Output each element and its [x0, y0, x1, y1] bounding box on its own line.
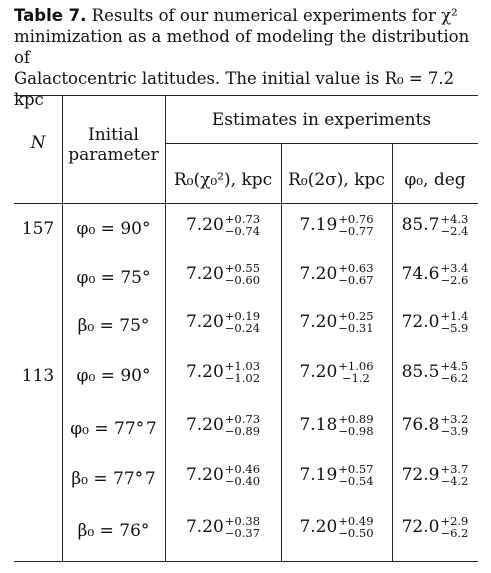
estimate-value — [281, 262, 392, 286]
error-plus: +0.55 — [224, 261, 261, 275]
estimate-errors — [338, 463, 373, 487]
error-minus: −1.02 — [224, 371, 261, 385]
estimate-central: 74.6 — [401, 264, 440, 284]
estimate-central: 72.9 — [401, 465, 440, 485]
header-col-phi0: φ₀, deg — [404, 170, 466, 190]
estimate-value — [165, 262, 281, 286]
header-initial-line2: parameter — [68, 145, 159, 165]
error-minus: −0.60 — [224, 273, 261, 287]
estimate-value — [165, 213, 281, 237]
error-minus: −0.24 — [224, 321, 261, 335]
estimate-central: 7.20 — [299, 362, 338, 382]
estimate-value — [281, 413, 392, 437]
estimate-central: 7.18 — [299, 415, 338, 435]
estimate-value — [392, 515, 478, 539]
header-col-r0-chi2: R₀(χ₀²), kpc — [173, 170, 273, 190]
estimate-central: 7.19 — [299, 465, 338, 485]
estimate-central: 7.20 — [299, 517, 338, 537]
error-minus: −6.2 — [440, 371, 469, 385]
estimate-errors — [225, 360, 260, 384]
estimate-value — [165, 515, 281, 539]
estimate-value — [165, 413, 281, 437]
error-plus: +0.73 — [224, 412, 261, 426]
estimate-central: 7.20 — [185, 215, 224, 235]
estimate-value — [392, 413, 478, 437]
error-minus: −0.54 — [338, 474, 374, 488]
caption-text-1: Results of our numerical experiments for χ² — [91, 6, 458, 25]
error-minus: −6.2 — [440, 526, 469, 540]
estimate-errors — [225, 413, 260, 437]
estimate-central: 72.0 — [401, 312, 440, 332]
estimate-central: 7.20 — [185, 517, 224, 537]
estimate-errors — [338, 213, 373, 237]
estimate-errors — [338, 310, 373, 334]
estimate-central: 7.19 — [299, 215, 338, 235]
error-plus: +4.3 — [440, 212, 469, 226]
error-plus: +3.4 — [440, 261, 469, 275]
estimate-errors — [338, 413, 373, 437]
error-plus: +1.06 — [338, 359, 374, 373]
error-plus: +2.9 — [440, 514, 469, 528]
caption-line-3: Galactocentric latitudes. The initial value is R₀ = 7.2 kpc — [14, 69, 455, 109]
row-initial-parameter: β₀ = 76° — [77, 521, 150, 541]
error-minus: −2.6 — [440, 273, 469, 287]
estimate-central: 7.20 — [185, 465, 224, 485]
estimate-errors — [440, 213, 468, 237]
error-minus: −1.2 — [341, 371, 370, 385]
error-minus: −0.37 — [224, 526, 261, 540]
estimate-errors — [338, 360, 373, 384]
estimate-central: 85.7 — [401, 215, 440, 235]
error-minus: −0.31 — [338, 321, 374, 335]
error-minus: −3.9 — [440, 424, 469, 438]
error-plus: +0.73 — [224, 212, 261, 226]
estimate-value — [392, 213, 478, 237]
error-plus: +3.7 — [440, 462, 469, 476]
error-minus: −2.4 — [440, 224, 469, 238]
caption-line-2: minimization as a method of modeling the distribution of — [14, 27, 470, 67]
error-plus: +0.76 — [338, 212, 374, 226]
error-plus: +0.63 — [338, 261, 374, 275]
row-initial-parameter: φ₀ = 90° — [76, 219, 151, 239]
error-minus: −0.74 — [224, 224, 261, 238]
error-plus: +4.5 — [440, 359, 469, 373]
estimates-header-rule — [165, 143, 478, 144]
error-minus: −4.2 — [440, 474, 469, 488]
estimate-errors — [440, 515, 468, 539]
estimate-errors — [338, 515, 373, 539]
estimate-errors — [225, 463, 260, 487]
error-plus: +0.49 — [338, 514, 374, 528]
row-initial-parameter: φ₀ = 90° — [76, 366, 151, 386]
estimate-central: 85.5 — [401, 362, 440, 382]
estimate-value — [165, 463, 281, 487]
error-minus: −0.40 — [224, 474, 261, 488]
estimate-value — [392, 262, 478, 286]
estimate-central: 7.20 — [299, 264, 338, 284]
header-n: N — [30, 133, 46, 153]
estimate-central: 7.20 — [185, 362, 224, 382]
estimate-errors — [338, 262, 373, 286]
header-estimates: Estimates in experiments — [211, 110, 432, 130]
estimate-central: 7.20 — [299, 312, 338, 332]
row-n-value: 157 — [21, 219, 55, 239]
estimate-errors — [440, 262, 468, 286]
col-divider-3 — [281, 143, 282, 561]
error-minus: −5.9 — [440, 321, 469, 335]
estimate-value — [281, 515, 392, 539]
row-initial-parameter: φ₀ = 77°̇ 7 — [70, 419, 157, 439]
estimate-errors — [225, 310, 260, 334]
error-plus: +0.89 — [338, 412, 374, 426]
error-plus: +0.38 — [224, 514, 261, 528]
estimate-errors — [225, 213, 260, 237]
error-plus: +3.2 — [440, 412, 469, 426]
error-minus: −0.98 — [338, 424, 374, 438]
estimate-value — [392, 463, 478, 487]
row-n-value: 113 — [21, 366, 55, 386]
table-bottom-rule — [14, 561, 478, 562]
estimate-errors — [225, 262, 260, 286]
row-initial-parameter: β₀ = 75° — [77, 316, 150, 336]
estimate-value — [281, 213, 392, 237]
estimate-central: 7.20 — [185, 312, 224, 332]
row-initial-parameter: β₀ = 77°̇ 7 — [71, 469, 156, 489]
estimate-central: 76.8 — [401, 415, 440, 435]
error-minus: −0.67 — [338, 273, 374, 287]
header-col-r0-2sigma: R₀(2σ), kpc — [288, 170, 385, 190]
col-divider-4 — [392, 143, 393, 561]
header-initial-line1: Initial — [88, 125, 139, 145]
estimate-errors — [440, 463, 468, 487]
error-plus: +0.57 — [338, 462, 374, 476]
error-plus: +1.03 — [224, 359, 261, 373]
estimate-value — [165, 310, 281, 334]
estimate-value — [165, 360, 281, 384]
estimate-value — [281, 310, 392, 334]
row-initial-parameter: φ₀ = 75° — [76, 268, 151, 288]
estimate-central: 7.20 — [185, 415, 224, 435]
caption-line-1 — [14, 5, 480, 26]
estimate-errors — [225, 515, 260, 539]
caption-lead: Table 7. — [14, 6, 87, 25]
error-minus: −0.77 — [338, 224, 374, 238]
error-plus: +0.19 — [224, 309, 261, 323]
estimate-value — [281, 463, 392, 487]
table-top-rule — [14, 95, 478, 96]
estimate-errors — [440, 310, 468, 334]
error-plus: +0.46 — [224, 462, 261, 476]
estimate-central: 7.20 — [185, 264, 224, 284]
error-minus: −0.50 — [338, 526, 374, 540]
estimate-errors — [440, 413, 468, 437]
estimate-central: 72.0 — [401, 517, 440, 537]
estimate-value — [392, 310, 478, 334]
estimate-value — [281, 360, 392, 384]
error-minus: −0.89 — [224, 424, 261, 438]
header-bottom-rule — [14, 203, 478, 204]
error-plus: +0.25 — [338, 309, 374, 323]
estimate-errors — [440, 360, 468, 384]
estimate-value — [392, 360, 478, 384]
error-plus: +1.4 — [440, 309, 469, 323]
